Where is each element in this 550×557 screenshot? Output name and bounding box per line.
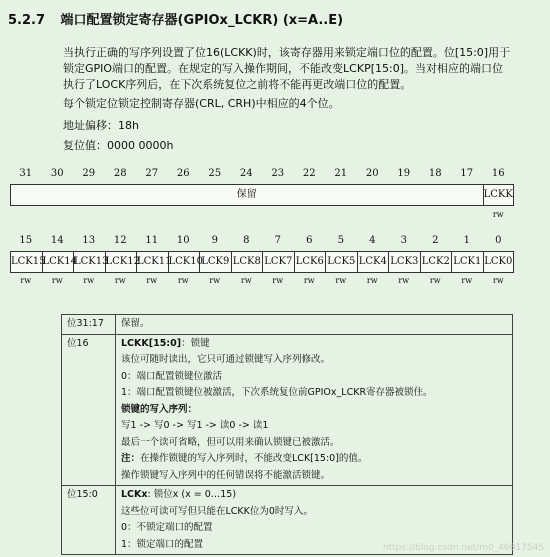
bit-description-table — [61, 314, 513, 555]
lck-field: LCK2 — [421, 252, 453, 272]
bit-number: 8 — [243, 235, 250, 246]
sequence-title: 锁键的写入序列： — [121, 403, 198, 415]
table-row — [62, 334, 513, 486]
access-type: rw — [398, 276, 410, 285]
lck-field: LCK7 — [263, 252, 295, 272]
section-title: 端口配置锁定寄存器(GPIOx_LCKR) (x=A..E) — [60, 13, 344, 28]
access-type: rw — [240, 276, 252, 285]
note-text: 在操作锁键的写入序列时，不能改变LCK[15:0]的值。 — [140, 453, 368, 464]
desc-line: 1：锁定端口的配置 — [121, 538, 204, 550]
bit-number: 15 — [19, 235, 33, 246]
bit-description: 保留。 — [116, 315, 513, 335]
bit-number: 29 — [82, 168, 96, 179]
bit-number: 12 — [113, 235, 127, 246]
access-type: rw — [335, 276, 347, 285]
access-type: rw — [177, 276, 189, 285]
desc-line: 操作锁键写入序列中的任何错误将不能激活锁键。 — [121, 469, 331, 481]
intro-line-1: 当执行正确的写序列设置了位16(LCKK)时，该寄存器用来锁定端口位的配置。位[15:0]用于 — [63, 46, 511, 59]
bit-number: 30 — [50, 168, 64, 179]
access-type: rw — [146, 276, 158, 285]
register-row-low — [10, 251, 514, 273]
lck-field: LCK15 — [11, 252, 43, 272]
bit-number: 6 — [306, 235, 313, 246]
lck-field: LCK0 — [484, 256, 513, 267]
bit-number: 2 — [432, 235, 439, 246]
bit-number: 26 — [176, 168, 190, 179]
bit-description — [116, 334, 513, 486]
access-type: rw — [209, 276, 221, 285]
bit-number: 13 — [82, 235, 96, 246]
lck-field: LCK10 — [169, 252, 201, 272]
lck-field: LCK4 — [358, 252, 390, 272]
access-type: rw — [272, 276, 284, 285]
address-offset: 地址偏移：18h — [63, 119, 139, 132]
bit-number: 19 — [397, 168, 411, 179]
lck-field: LCK14 — [43, 252, 75, 272]
lck-field: LCK1 — [452, 252, 484, 272]
lck-field: LCK11 — [137, 252, 169, 272]
lck-field: LCK8 — [232, 252, 264, 272]
bit-number: 25 — [208, 168, 222, 179]
bit-number: 23 — [271, 168, 285, 179]
bit-number: 22 — [302, 168, 316, 179]
lck-field: LCK5 — [326, 252, 358, 272]
reserved-field: 保留 — [11, 185, 484, 205]
bit-number: 27 — [145, 168, 159, 179]
bit-number: 16 — [491, 168, 505, 179]
lckk-field: LCKK — [483, 189, 513, 200]
field-title-suffix: ：锁键 — [181, 337, 210, 349]
access-type: rw — [83, 276, 95, 285]
field-title: LCKx — [121, 489, 148, 500]
lck-field: LCK3 — [389, 252, 421, 272]
intro-paragraph — [63, 45, 533, 93]
bit-number: 14 — [50, 235, 64, 246]
bit-number: 20 — [365, 168, 379, 179]
section-heading — [8, 9, 343, 28]
access-lckk: rw — [492, 210, 504, 219]
section-number: 5.2.7 — [8, 13, 46, 28]
desc-line: 1：端口配置锁键位被激活，下次系统复位前GPIOx_LCKR寄存器被锁住。 — [121, 387, 433, 398]
bit-number: 17 — [460, 168, 474, 179]
lock-bits-paragraph: 每个锁定位锁定控制寄存器(CRL, CRH)中相应的4个位。 — [63, 97, 340, 110]
access-type: rw — [492, 276, 504, 285]
bit-number: 24 — [239, 168, 253, 179]
bit-number: 31 — [19, 168, 33, 179]
access-type: rw — [303, 276, 315, 285]
desc-line: 这些位可读可写但只能在LCKK位为0时写入。 — [121, 505, 313, 517]
register-bit-numbers-low — [10, 235, 514, 247]
table-row — [62, 315, 513, 335]
lck-field: LCK9 — [200, 252, 232, 272]
note-label: 注： — [121, 453, 141, 464]
access-type: rw — [366, 276, 378, 285]
desc-line: 该位可随时读出，它只可通过锁键写入序列修改。 — [121, 354, 331, 365]
desc-line: 0：端口配置锁键位激活 — [121, 370, 223, 382]
bit-number: 7 — [274, 235, 281, 246]
field-title: LCKK[15:0] — [121, 337, 182, 349]
bit-number: 10 — [176, 235, 190, 246]
bit-number: 5 — [337, 235, 344, 246]
bit-range: 位15:0 — [62, 486, 116, 555]
lck-field: LCK13 — [74, 252, 106, 272]
access-type: rw — [114, 276, 126, 285]
watermark: https://blog.csdn.net/m0_46817545 — [382, 543, 544, 553]
access-type: rw — [20, 276, 32, 285]
desc-line: 写1 -> 写0 -> 写1 -> 读0 -> 读1 — [121, 420, 269, 431]
bit-number: 3 — [400, 235, 407, 246]
bit-number: 18 — [428, 168, 442, 179]
reset-value: 复位值：0000 0000h — [63, 139, 174, 152]
bit-range: 位16 — [62, 334, 116, 486]
bit-number: 21 — [334, 168, 348, 179]
access-type: rw — [461, 276, 473, 285]
desc-line: 0：不锁定端口的配置 — [121, 522, 213, 533]
bit-number: 11 — [145, 235, 159, 246]
intro-line-2: 锁定GPIO端口的配置。在规定的写入操作期间，不能改变LCKP[15:0]。当对相应的端口位 — [63, 62, 503, 75]
desc-line: 最后一个读可省略，但可以用来确认锁键已被激活。 — [121, 436, 340, 448]
bit-range: 位31:17 — [62, 315, 116, 335]
bit-number: 9 — [211, 235, 218, 246]
access-low — [10, 276, 514, 286]
bit-number: 0 — [495, 235, 502, 246]
access-high — [10, 210, 514, 220]
register-row-high — [10, 184, 514, 206]
field-title-suffix: : 锁位x (x = 0…15) — [147, 489, 237, 500]
register-bit-numbers-high — [10, 168, 514, 180]
lck-field: LCK6 — [295, 252, 327, 272]
bit-number: 1 — [463, 235, 470, 246]
access-type: rw — [429, 276, 441, 285]
intro-line-3: 执行了LOCK序列后，在下次系统复位之前将不能再更改端口位的配置。 — [63, 78, 412, 91]
lck-field: LCK12 — [106, 252, 138, 272]
access-type: rw — [51, 276, 63, 285]
bit-number: 28 — [113, 168, 127, 179]
bit-number: 4 — [369, 235, 376, 246]
